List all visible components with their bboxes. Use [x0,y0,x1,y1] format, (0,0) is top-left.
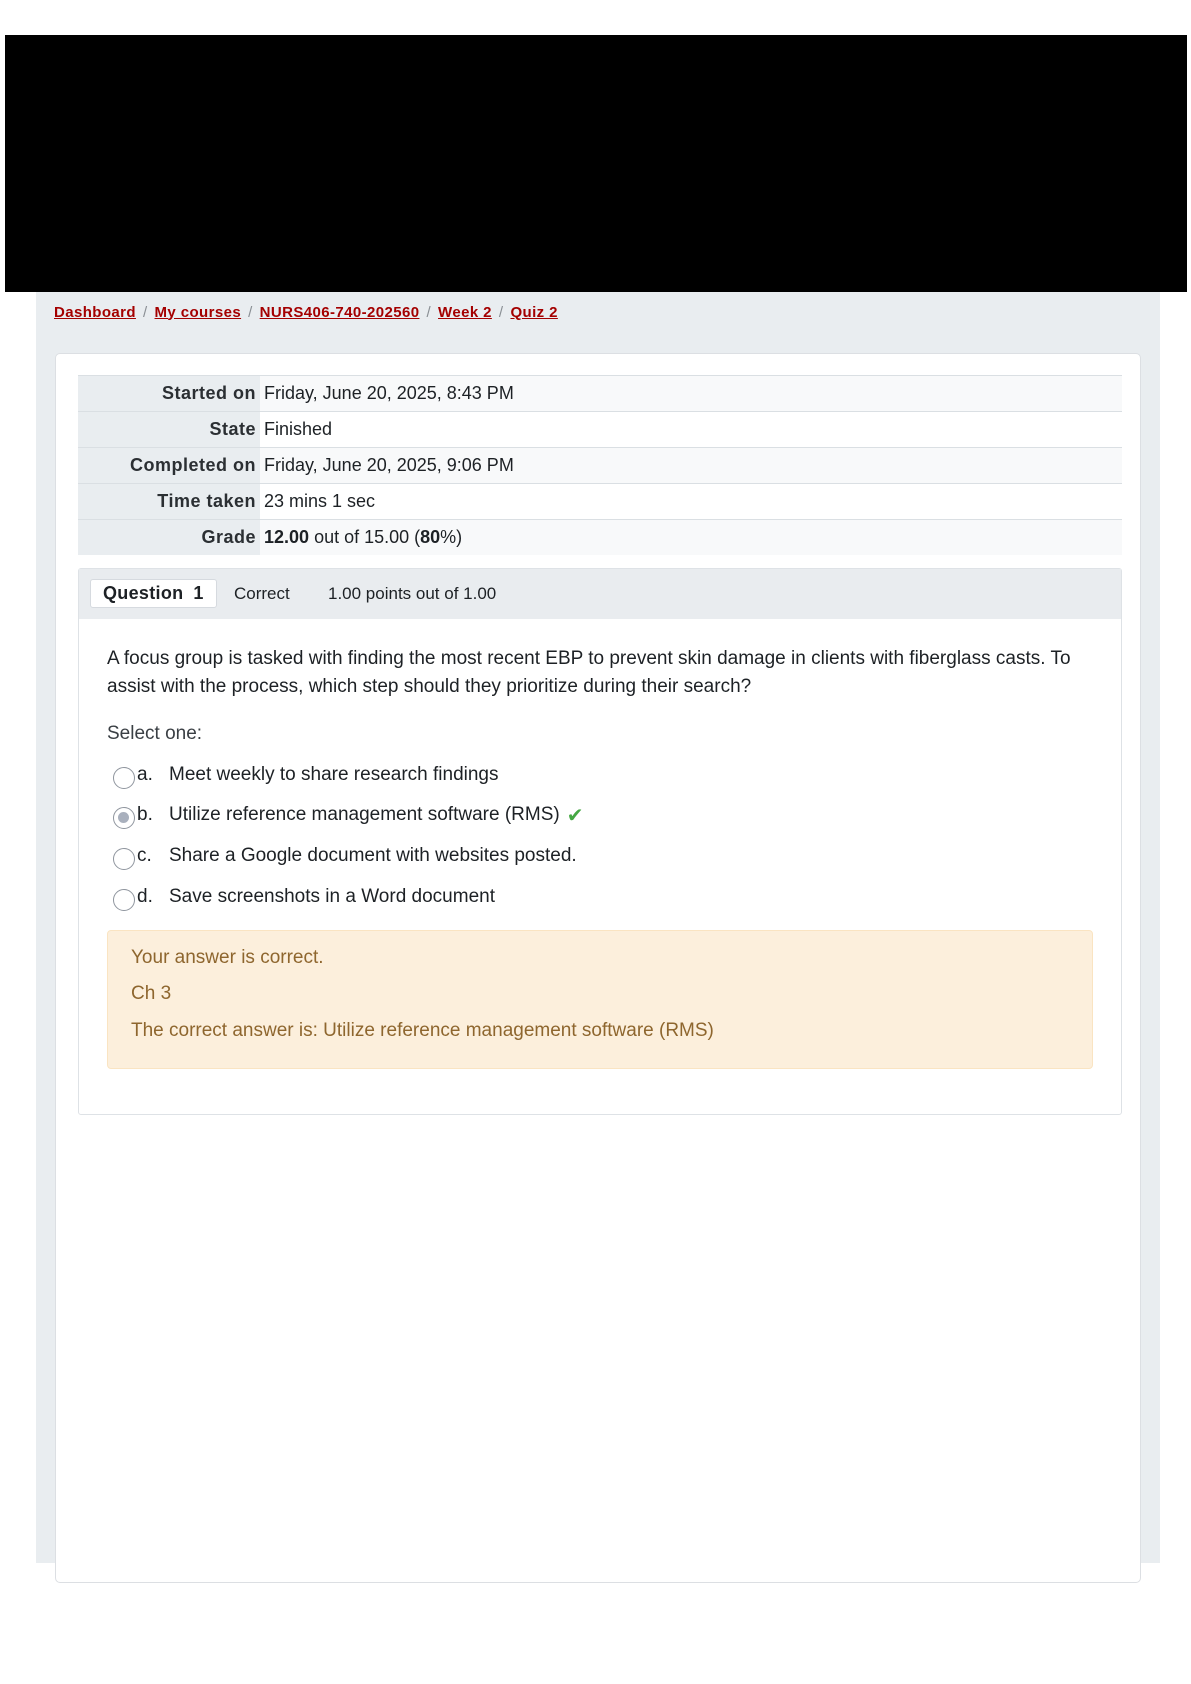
summary-label: State [78,412,260,448]
answer-text: Utilize reference management software (RMS) [169,804,560,825]
breadcrumb-my-courses[interactable]: My courses [154,303,242,321]
feedback-right-answer: The correct answer is: Utilize reference management software (RMS) [131,1020,714,1041]
question-block [78,568,1122,1115]
breadcrumb-dashboard[interactable]: Dashboard [54,303,136,321]
breadcrumb-week[interactable]: Week 2 [438,303,492,321]
answer-letter: c. [137,845,152,866]
question-label: Question [103,583,184,603]
question-state: Correct [234,584,290,603]
breadcrumb-separator: / [498,303,504,321]
summary-label: Completed on [78,448,260,484]
breadcrumb-separator: / [426,303,432,321]
summary-value: Friday, June 20, 2025, 9:06 PM [260,448,1122,484]
summary-value: Friday, June 20, 2025, 8:43 PM [260,376,1122,412]
grade-score: 12.00 [264,527,310,547]
grade-percent-suffix: %) [440,527,463,547]
breadcrumb-quiz[interactable]: Quiz 2 [510,303,558,321]
summary-label: Time taken [78,484,260,520]
attempt-summary-table [78,375,1122,556]
redacted-header-area [5,35,1187,292]
question-number [90,579,217,608]
breadcrumb-course[interactable]: NURS406-740-202560 [259,303,420,321]
summary-value: Finished [260,412,1122,448]
summary-label: Grade [78,520,260,556]
question-grade: 1.00 points out of 1.00 [328,584,497,603]
feedback-result: Your answer is correct. [131,947,324,968]
radio-button-checked[interactable] [113,807,135,829]
select-one-prompt: Select one: [107,723,203,744]
answer-option-c[interactable] [113,842,577,870]
summary-row-time-taken [78,484,1122,520]
question-info [79,569,1121,619]
question-text: A focus group is tasked with finding the most recent EBP to prevent skin damage in clients with fiberglass casts. To assist with the process, which step should they prioritize during their search? [107,648,1071,697]
answer-text: Save screenshots in a Word document [169,886,495,907]
breadcrumb-separator: / [142,303,148,321]
question-number-value: 1 [193,583,204,603]
answer-letter: b. [137,804,153,825]
feedback-box [107,930,1093,1069]
summary-value: 23 mins 1 sec [260,484,1122,520]
answer-option-b[interactable] [113,801,583,829]
radio-button[interactable] [113,848,135,870]
summary-row-grade [78,520,1122,556]
summary-row-state [78,412,1122,448]
breadcrumb [54,301,558,323]
radio-button[interactable] [113,889,135,911]
check-icon: ✔ [566,804,584,827]
feedback-general: Ch 3 [131,983,172,1004]
answer-text: Share a Google document with websites posted. [169,845,577,866]
summary-row-started [78,376,1122,412]
summary-row-completed [78,448,1122,484]
answer-letter: a. [137,764,153,785]
answer-letter: d. [137,886,153,907]
grade-percent: 80 [420,527,441,547]
summary-label: Started on [78,376,260,412]
breadcrumb-separator: / [248,303,253,321]
grade-out-of: out of 15.00 ( [314,527,421,547]
radio-button[interactable] [113,767,135,789]
answer-option-a[interactable] [113,761,499,789]
summary-grade-value [260,520,1122,556]
answer-text: Meet weekly to share research findings [169,764,499,785]
answer-option-d[interactable] [113,883,495,911]
